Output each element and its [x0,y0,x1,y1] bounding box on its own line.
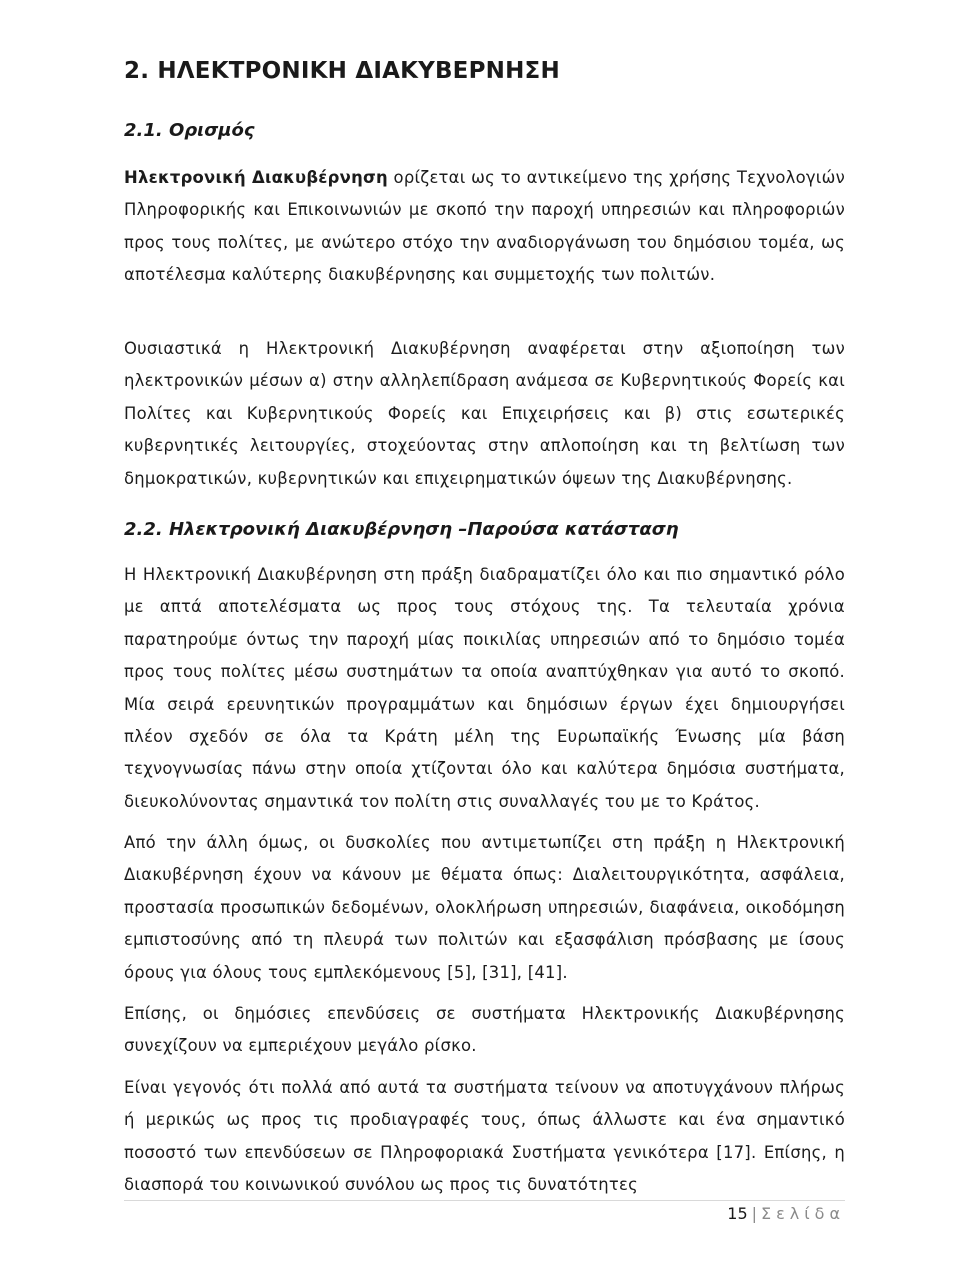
footer-divider [124,1200,845,1201]
paragraph-current-state: Η Ηλεκτρονική Διακυβέρνηση στη πράξη διαδραματίζει όλο και πιο σημαντικό ρόλο με απτά αποτελέσματα ως προς τους στόχους της. Τα τελευταία χρόνια παρατηρούμε όντως την παροχή μίας ποικιλίας υπηρεσιών από το δημόσιο τομέα προς τους πολίτες μέσω συστημάτων τα οποία αναπτύχθηκαν για αυτό το σκοπό. Μία σειρά ερευνητικών προγραμμάτων και δημόσιων έργων έχει δημιουργήσει πλέον σχεδόν σε όλα τα Κράτη μέλη της Ευρωπαϊκής Ένωσης μία βάση τεχνογνωσίας πάνω στην οποία χτίζονται όλο και καλύτερα δημόσια συστήματα, διευκολύνοντας σημαντικά τον πολίτη στις συναλλαγές του με το Κράτος. [124,565,845,811]
footer-separator: | [751,1204,758,1223]
paragraph-essentially: Ουσιαστικά η Ηλεκτρονική Διακυβέρνηση αναφέρεται στην αξιοποίηση των ηλεκτρονικών μέσων α) στην αλληλεπίδραση ανάμεσα σε Κυβερνητικούς Φορείς και Πολίτες και Κυβερνητικούς Φορείς και Επιχειρήσεις και β) στις εσωτερικές κυβερνητικές λειτουργίες, στοχεύοντας στην απλοποίηση και τη βελτίωση των δημοκρατικών, κυβερνητικών και επιχειρηματικών όψεων της Διακυβέρνησης. [124,339,845,488]
section-title-current-state: 2.2. Ηλεκτρονική Διακυβέρνηση –Παρούσα κατάσταση [124,519,679,540]
paragraph-definition [124,162,845,292]
bold-term: Ηλεκτρονική Διακυβέρνηση [124,168,388,187]
page-word: Σελίδα [761,1204,845,1223]
paragraph-text: ορίζεται ως το αντικείμενο της χρήσης Τεχνολογιών Πληροφορικής και Επικοινωνιών με σκοπό την παροχή υπηρεσιών και πληροφοριών προς τους πολίτες, με ανώτερο στόχο την αναδιοργάνωση του δημόσιου τομέα, ως αποτέλεσμα καλύτερης διακυβέρνησης και συμμετοχής των πολιτών. [124,168,845,285]
section-title-definition: 2.1. Ορισμός [124,120,255,141]
paragraph-difficulties: Από την άλλη όμως, οι δυσκολίες που αντιμετωπίζει στη πράξη η Ηλεκτρονική Διακυβέρνηση έχουν να κάνουν με θέματα όπως: Διαλειτουργικότητα, ασφάλεια, προστασία προσωπικών δεδομένων, ολοκλήρωση υπηρεσιών, διαφάνεια, οικοδόμηση εμπιστοσύνης από τη πλευρά των πολιτών και εξασφάλιση πρόσβασης με ίσους όρους για όλους τους εμπλεκόμενους [5], [31], [41]. [124,833,845,982]
paragraph-failures: Είναι γεγονός ότι πολλά από αυτά τα συστήματα τείνουν να αποτυγχάνουν πλήρως ή μερικώς ως προς τις προδιαγραφές τους, όπως άλλωστε και ένα σημαντικό ποσοστό των επενδύσεων σε Πληροφοριακά Συστήματα γενικότερα [17]. Επίσης, η διασπορά του κοινωνικού συνόλου ως προς τις δυνατότητες [124,1078,845,1195]
chapter-title: 2. ΗΛΕΚΤΡΟΝΙΚΗ ΔΙΑΚΥΒΕΡΝΗΣΗ [124,58,560,84]
page-number: 15 [727,1204,748,1223]
page-footer [727,1203,845,1225]
paragraph-investments: Επίσης, οι δημόσιες επενδύσεις σε συστήματα Ηλεκτρονικής Διακυβέρνησης συνεχίζουν να εμπεριέχουν μεγάλο ρίσκο. [124,1004,845,1056]
